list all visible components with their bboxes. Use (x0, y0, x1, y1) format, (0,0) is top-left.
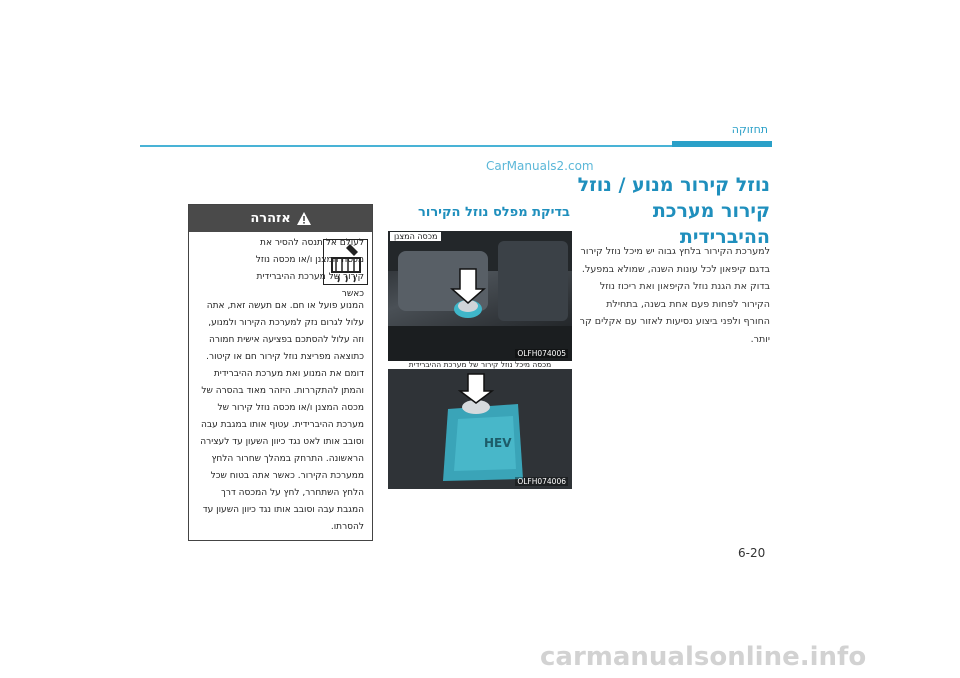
hev-badge: HEV (484, 436, 512, 450)
engine-bay-illustration (388, 231, 572, 361)
coolant-reservoir-photo (388, 369, 572, 489)
section-label: תחזוקה (731, 123, 768, 136)
photo-caption: מכסה מיכל נוזל קירור של מערכת ההיברידית (408, 360, 552, 369)
warning-text-intro: לעולם אל תנסה להסיר את מכסה המצנן ו/או מכסה נוזל קירור של מערכת ההיברידית כאשר (255, 238, 364, 299)
top-watermark: CarManuals2.com (486, 159, 594, 173)
photo-label: מכסה המצנן (390, 232, 441, 241)
warning-box (188, 204, 373, 541)
photo-code: OLFH074005 (517, 349, 566, 358)
figure-caption: בדיקת מפלס נוזל הקירור (418, 205, 570, 220)
warning-triangle-icon (297, 212, 311, 225)
photo-code: OLFH074006 (517, 477, 566, 486)
page-number: 6-20 (738, 546, 766, 560)
bottom-watermark: carmanualsonline.info (540, 642, 867, 672)
warning-title: אזהרה (250, 211, 291, 226)
body-paragraph: למערכת הקירור בלחץ גבוה יש מיכל נוזל קירור בדגם קיפאון לכל עונות השנה, שמולא במפעל. בדוק את הגנת נוזל הקיפאון ואת ריכוז נוזל הקירור לפחות פעם אחת בשנה, בתחילת החורף ולפני ביצוע נסיעות לאזור עם אקלים קר יותר. (579, 246, 770, 345)
reservoir-illustration (388, 369, 572, 489)
radiator-cap-photo (388, 231, 572, 361)
warning-text-body: המנוע פועל או חם. אם תעשה זאת, אתה עלול לגרום נזק למערכת הקירור ולמנוע, וזה עלול להסתכם בפציעה אישית חמורה כתוצאה מפריצת נוזל קירור חם או קיטור. דומם את המנוע ואת מערכת ההיברידית והמתן להתקררות. היזהר מאוד בהסרה של מכסה המצנן ו/או מכסה נוזל קירור של מערכת ההיברידית. עטוף אותו במגבת עבה וסובב אותו לאט נגד כיוון השעון עד לעצירה הראשונה. התרחק במהלך שחרור הלחץ ממערכת הקירור. כאשר אתה בטוח שכל הלחץ השתחרר, לחץ על המכסה דרך המגבת עבה וסובב אותו נגד כיוון השעון עד להסרתו. (200, 301, 364, 532)
page-title (570, 172, 770, 250)
title-line-1: נוזל קירור מנוע / נוזל (577, 174, 770, 196)
title-line-2: קירור מערכת ההיברידית (652, 200, 770, 248)
warning-header (189, 205, 372, 232)
header-accent-bar (672, 141, 772, 147)
